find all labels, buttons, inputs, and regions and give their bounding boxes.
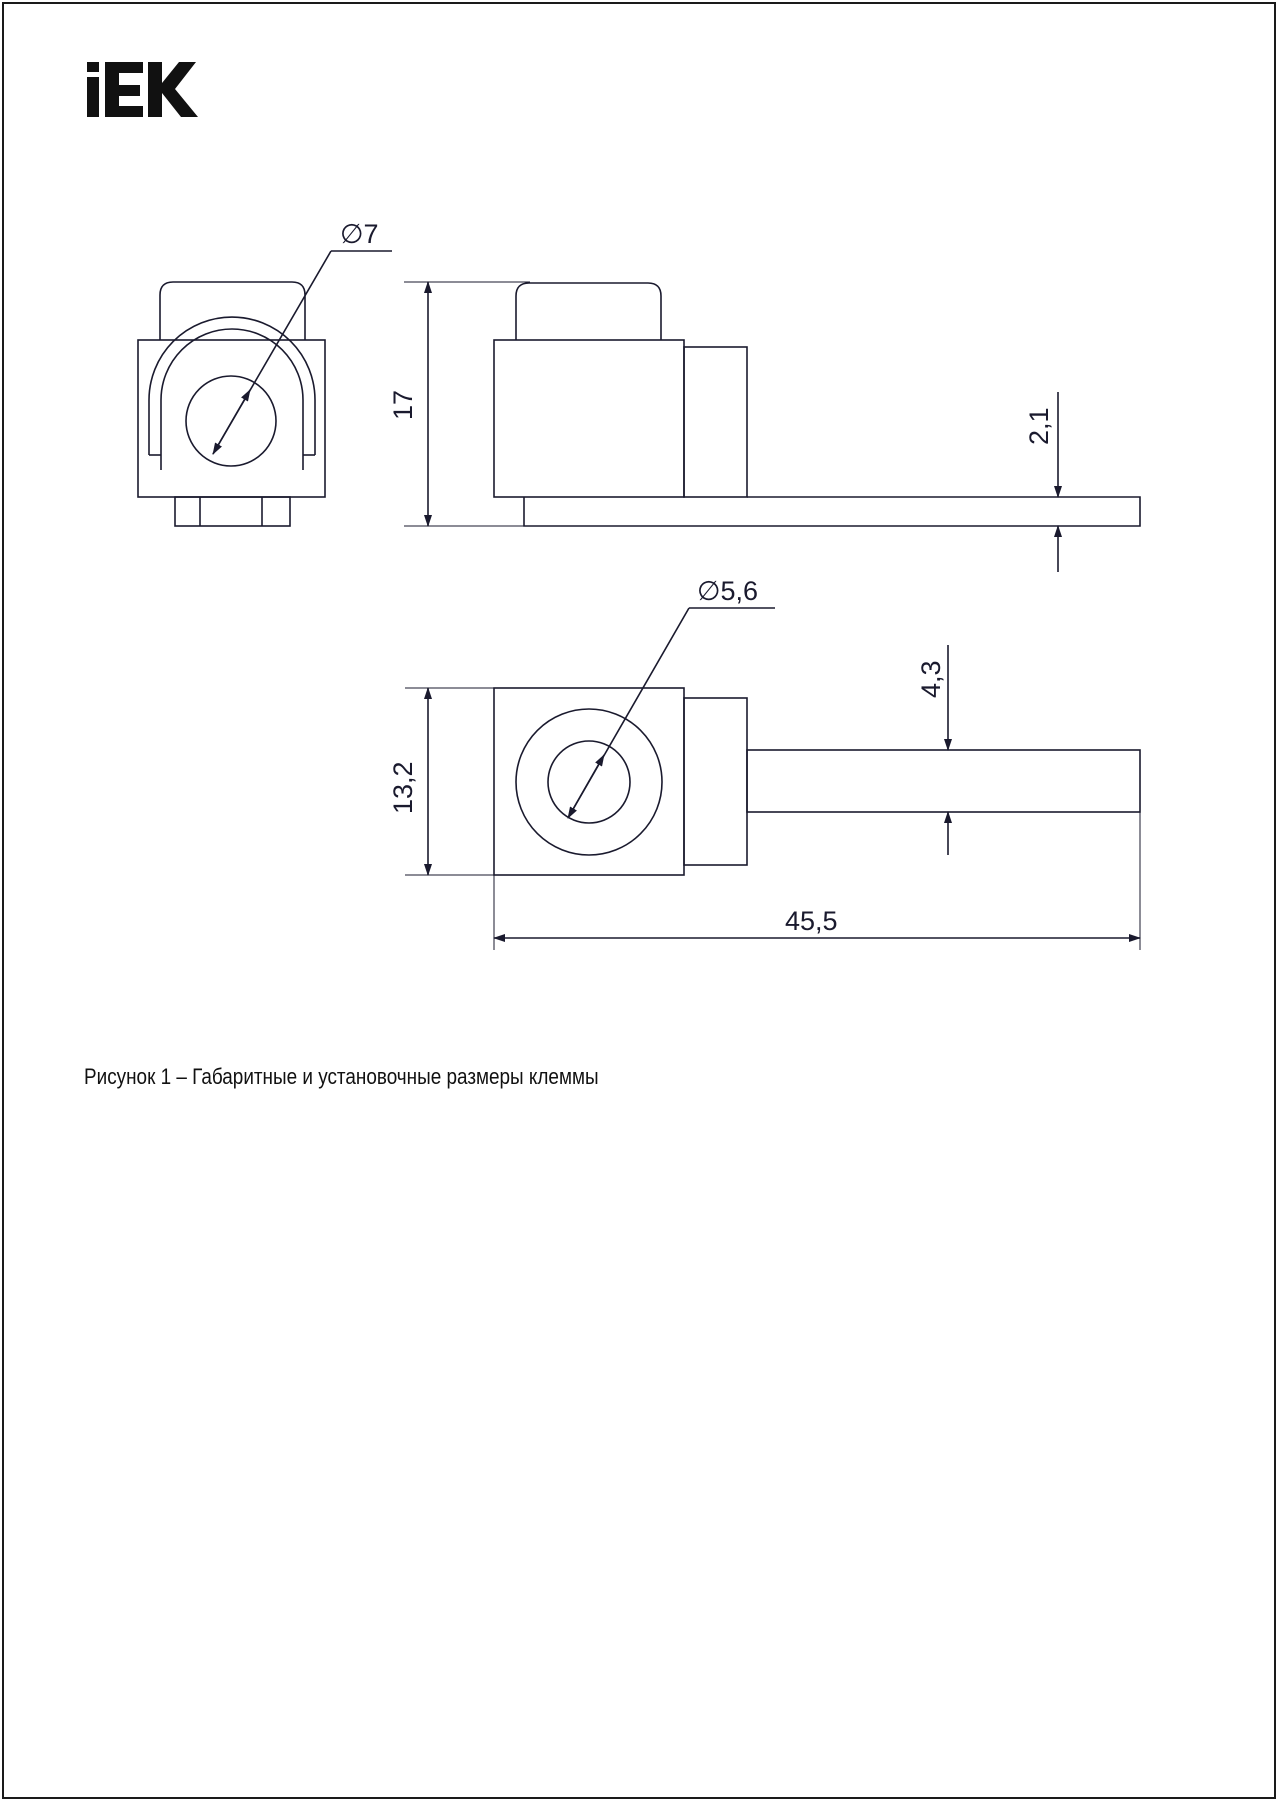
dim-top-hole-label: ∅7 (340, 219, 379, 249)
dim-plate-thickness-label: 2,1 (1024, 407, 1054, 445)
figure-caption: Рисунок 1 – Габаритные и установочные размеры клеммы (84, 1064, 599, 1089)
dim-total-length-label: 45,5 (785, 906, 838, 936)
top-view (494, 688, 1140, 875)
front-view (138, 282, 325, 526)
drawing-lines (138, 251, 1140, 950)
iek-logo (87, 62, 198, 117)
dim-plate-width-label: 4,3 (916, 660, 946, 698)
dim-height-label: 17 (388, 389, 418, 420)
dim-width-label: 13,2 (388, 761, 418, 814)
dim-bottom-hole-label: ∅5,6 (697, 576, 759, 606)
side-view (494, 283, 1140, 526)
